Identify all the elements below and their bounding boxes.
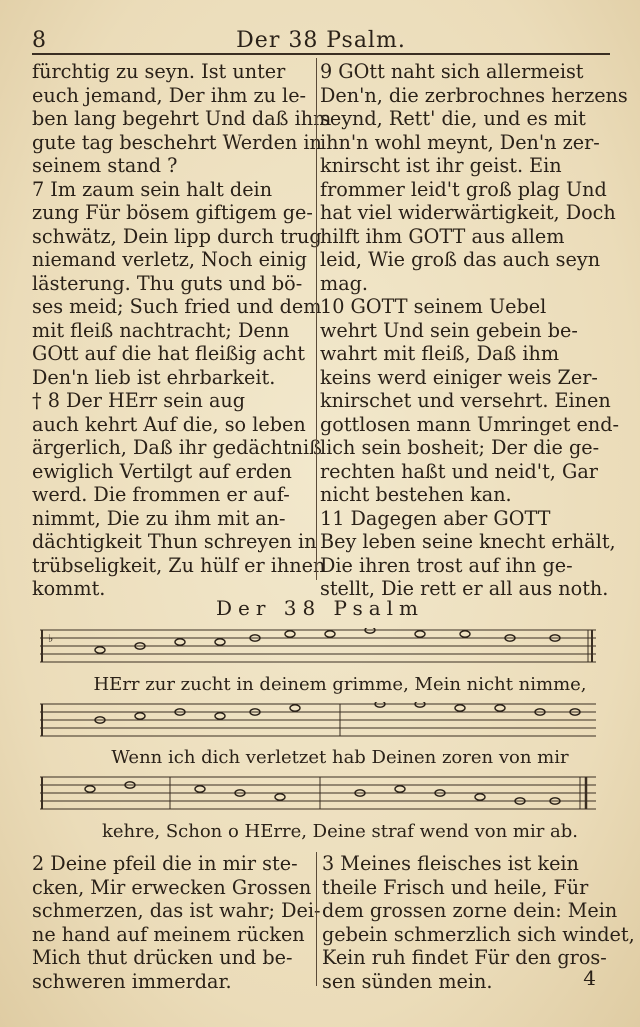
text-line: seynd, Rett' die, und es mit	[320, 107, 586, 130]
section-title: Der 38 Psalm	[215, 596, 425, 620]
text-line: 9 GOtt naht sich allermeist	[320, 60, 584, 83]
text-line: ärgerlich, Daß ihr gedächtniß	[32, 436, 322, 459]
text-line: lästerung. Thu guts und bö-	[32, 271, 303, 295]
column-divider-bottom	[316, 852, 317, 986]
text-line: niemand verletz, Noch einig	[32, 248, 307, 271]
text-line: nimmt, Die zu ihm mit an-	[32, 506, 286, 530]
music-staff-3	[40, 775, 596, 811]
text-line: euch jemand, Der ihm zu le-	[32, 83, 307, 107]
text-line: zung Für bösem giftigem ge-	[32, 201, 313, 224]
text-line: 10 GOTT seinem Uebel	[320, 295, 547, 318]
text-line: werd. Die frommen er auf-	[32, 483, 290, 506]
text-line: ne hand auf meinem rücken	[32, 922, 305, 946]
text-line: mit fleiß nachtracht; Denn	[32, 318, 290, 342]
text-line: nicht bestehen kan.	[320, 483, 512, 506]
left-column-bottom	[32, 852, 321, 993]
text-line: 7 Im zaum sein halt dein	[32, 177, 273, 201]
text-line: schweren immerdar.	[32, 969, 232, 993]
music-staff-1	[40, 628, 596, 664]
text-line: wahrt mit fleiß, Daß ihm	[320, 342, 560, 365]
text-line: kommt.	[32, 577, 106, 600]
text-line: auch kehrt Auf die, so leben	[32, 412, 306, 436]
text-line: mag.	[320, 271, 369, 295]
text-line: ewiglich Vertilgt auf erden	[32, 459, 292, 483]
text-line: keins werd einiger weis Zer-	[320, 365, 598, 389]
text-line: frommer leid't groß plag Und	[320, 177, 607, 201]
text-line: † 8 Der HErr sein aug	[32, 389, 246, 412]
text-line: leid, Wie groß das auch seyn	[320, 248, 601, 271]
text-line: Mich thut drücken und be-	[32, 946, 293, 969]
page-header	[32, 24, 610, 54]
text-line: Die ihren trost auf ihn ge-	[320, 553, 573, 577]
text-line: Kein ruh findet Für den gros-	[322, 946, 607, 969]
music-staff-2	[40, 702, 596, 738]
text-line: hilft ihm GOTT aus allem	[320, 224, 565, 248]
hymn-lyric-1: HErr zur zucht in deinem grimme, Mein nicht nimme,	[93, 674, 587, 695]
text-line: Den'n, die zerbrochnes herzens	[320, 83, 628, 107]
running-title: Der 38 Psalm.	[236, 28, 406, 53]
text-line: dächtigkeit Thun schreyen in	[32, 530, 317, 553]
text-line: ihn'n wohl meynt, Den'n zer-	[320, 130, 600, 154]
text-line: 11 Dagegen aber GOTT	[320, 506, 551, 530]
text-line: 2 Deine pfeil die in mir ste-	[32, 852, 298, 875]
text-line: gottlosen mann Umringet end-	[320, 412, 620, 436]
column-divider-top	[316, 58, 317, 580]
text-line: Bey leben seine knecht erhält,	[320, 530, 616, 553]
text-line: ses meid; Such fried und dem	[32, 295, 322, 318]
text-line: hat viel widerwärtigkeit, Doch	[320, 201, 616, 224]
text-line: wehrt Und sein gebein be-	[320, 318, 578, 342]
text-line: stellt, Die rett er all aus noth.	[320, 577, 609, 600]
hymn-lyric-3: kehre, Schon o HErre, Deine straf wend von mir ab.	[101, 821, 579, 842]
text-line: 3 Meines fleisches ist kein	[322, 852, 579, 875]
text-line: theile Frisch und heile, Für	[322, 875, 589, 899]
text-line: fürchtig zu seyn. Ist unter	[32, 60, 286, 83]
catchword: 4	[583, 966, 596, 990]
text-line: seinem stand ?	[32, 154, 178, 177]
text-line: knirscht ist ihr geist. Ein	[320, 154, 562, 177]
text-line: dem grossen zorne dein: Mein	[322, 899, 618, 922]
text-line: lich sein bosheit; Der die ge-	[320, 436, 600, 459]
text-line: gebein schmerzlich sich windet,	[322, 922, 635, 946]
text-line: rechten haßt und neid't, Gar	[320, 459, 598, 483]
text-line: ben lang begehrt Und daß ihm	[32, 107, 332, 130]
hymn-lyric-2: Wenn ich dich verletzet hab Deinen zoren von mir	[111, 747, 569, 768]
right-column-bottom	[322, 852, 635, 993]
text-line: schwätz, Dein lipp durch trug	[32, 224, 322, 248]
svg-text:♭: ♭	[48, 632, 54, 645]
text-line: Den'n lieb ist ehrbarkeit.	[32, 365, 276, 389]
text-line: gute tag beschehrt Werden in	[32, 130, 322, 154]
text-line: sen sünden mein.	[322, 969, 493, 993]
text-line: cken, Mir erwecken Grossen	[32, 875, 312, 899]
text-line: trübseligkeit, Zu hülf er ihnen	[32, 553, 326, 577]
text-line: knirschet und versehrt. Einen	[320, 389, 611, 412]
left-column-top	[32, 60, 332, 601]
page-number: 8	[32, 28, 46, 53]
text-line: schmerzen, das ist wahr; Dei-	[32, 899, 321, 922]
text-line: GOtt auf die hat fleißig acht	[32, 342, 305, 365]
right-column-top	[320, 60, 628, 601]
header-rule	[32, 53, 610, 55]
